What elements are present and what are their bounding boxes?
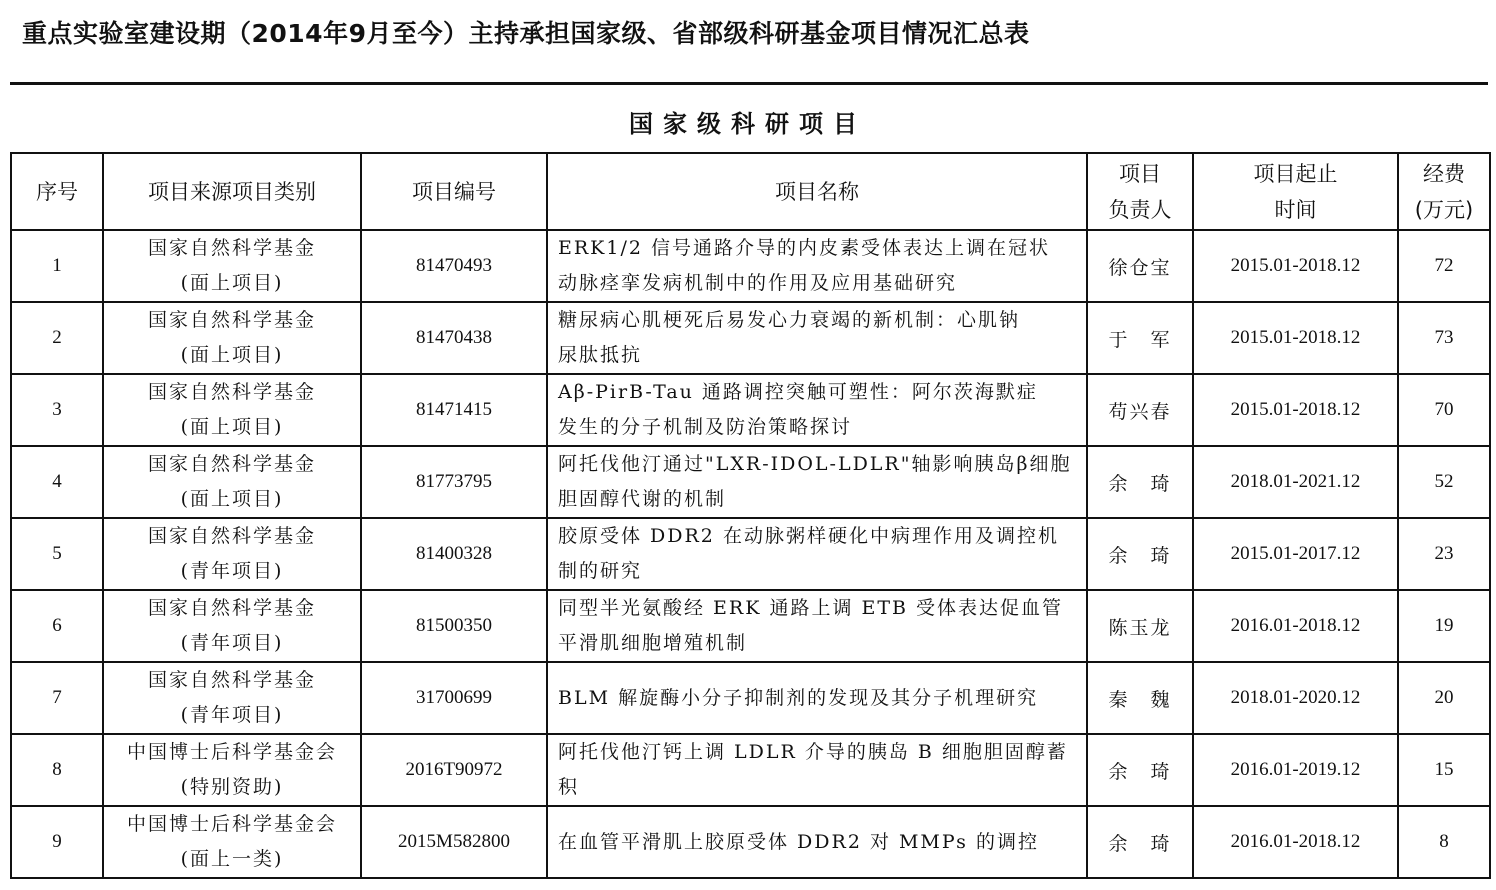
cell-name [547, 446, 1087, 518]
cell-code: 2016T90972 [361, 734, 547, 806]
cell-period: 2018.01-2020.12 [1193, 662, 1398, 734]
cell-index: 8 [11, 734, 103, 806]
cell-fund: 23 [1398, 518, 1490, 590]
cell-source-line2: (面上项目) [180, 488, 284, 510]
table-row [11, 662, 1490, 734]
cell-source-line2: (青年项目) [180, 632, 284, 654]
cell-source-line1: 国家自然科学基金 [147, 237, 316, 259]
header-name: 项目名称 [547, 153, 1087, 230]
header-fund [1398, 153, 1490, 230]
cell-code: 81773795 [361, 446, 547, 518]
cell-code: 81471415 [361, 374, 547, 446]
cell-leader: 余 琦 [1087, 806, 1193, 878]
cell-source [103, 662, 361, 734]
cell-fund: 20 [1398, 662, 1490, 734]
cell-source [103, 590, 361, 662]
cell-source-line1: 国家自然科学基金 [147, 381, 316, 403]
cell-index: 2 [11, 302, 103, 374]
cell-name [547, 734, 1087, 806]
cell-leader: 陈玉龙 [1087, 590, 1193, 662]
cell-source-line2: (青年项目) [180, 704, 284, 726]
table-row [11, 302, 1490, 374]
header-row [11, 153, 1490, 230]
header-index: 序号 [11, 153, 103, 230]
cell-source [103, 806, 361, 878]
cell-index: 1 [11, 230, 103, 302]
projects-table [10, 152, 1491, 879]
cell-period: 2015.01-2018.12 [1193, 230, 1398, 302]
header-period-line2: 时间 [1274, 197, 1317, 222]
cell-source [103, 446, 361, 518]
header-period [1193, 153, 1398, 230]
cell-source [103, 230, 361, 302]
cell-source-line1: 国家自然科学基金 [147, 669, 316, 691]
cell-fund: 19 [1398, 590, 1490, 662]
cell-code: 81500350 [361, 590, 547, 662]
cell-code: 81400328 [361, 518, 547, 590]
title-divider [10, 82, 1488, 85]
cell-name-line2: 积 [558, 776, 580, 798]
cell-period: 2015.01-2018.12 [1193, 302, 1398, 374]
cell-period: 2016.01-2018.12 [1193, 590, 1398, 662]
cell-code: 31700699 [361, 662, 547, 734]
cell-index: 6 [11, 590, 103, 662]
cell-name [547, 374, 1087, 446]
cell-fund: 72 [1398, 230, 1490, 302]
cell-name [547, 230, 1087, 302]
cell-period: 2015.01-2017.12 [1193, 518, 1398, 590]
cell-source-line2: (面上项目) [180, 416, 284, 438]
cell-name-line1: BLM 解旋酶小分子抑制剂的发现及其分子机理研究 [558, 686, 1039, 709]
cell-source-line2: (面上项目) [180, 272, 284, 294]
cell-name [547, 302, 1087, 374]
cell-source [103, 302, 361, 374]
cell-leader: 余 琦 [1087, 446, 1193, 518]
cell-source-line1: 国家自然科学基金 [147, 453, 316, 475]
cell-source [103, 734, 361, 806]
header-code: 项目编号 [361, 153, 547, 230]
cell-name-line2: 尿肽抵抗 [558, 344, 643, 366]
cell-source-line2: (面上项目) [180, 344, 284, 366]
cell-name-line1: 胶原受体 DDR2 在动脉粥样硬化中病理作用及调控机 [558, 525, 1059, 547]
cell-name [547, 806, 1087, 878]
table-row [11, 446, 1490, 518]
table-row [11, 518, 1490, 590]
cell-index: 7 [11, 662, 103, 734]
cell-source [103, 518, 361, 590]
header-fund-line2: (万元) [1414, 197, 1474, 222]
cell-name [547, 518, 1087, 590]
cell-leader: 苟兴春 [1087, 374, 1193, 446]
cell-fund: 52 [1398, 446, 1490, 518]
cell-source-line1: 国家自然科学基金 [147, 309, 316, 331]
cell-leader: 余 琦 [1087, 518, 1193, 590]
cell-source-line1: 国家自然科学基金 [147, 525, 316, 547]
header-leader-line1: 项目 [1119, 161, 1161, 186]
cell-leader: 徐仓宝 [1087, 230, 1193, 302]
cell-leader: 余 琦 [1087, 734, 1193, 806]
table-row [11, 230, 1490, 302]
cell-fund: 8 [1398, 806, 1490, 878]
header-source: 项目来源项目类别 [103, 153, 361, 230]
cell-name-line1: 阿托伐他汀通过"LXR-IDOL-LDLR"轴影响胰岛β细胞 [558, 453, 1072, 475]
header-fund-line1: 经费 [1423, 161, 1465, 186]
cell-source-line1: 中国博士后科学基金会 [126, 741, 337, 763]
cell-name-line2: 胆固醇代谢的机制 [558, 488, 727, 510]
table-row [11, 734, 1490, 806]
cell-name-line1: 阿托伐他汀钙上调 LDLR 介导的胰岛 B 细胞胆固醇蓄 [558, 741, 1068, 763]
cell-period: 2016.01-2019.12 [1193, 734, 1398, 806]
cell-name-line1: Aβ-PirB-Tau 通路调控突触可塑性：阿尔茨海默症 [558, 381, 1038, 403]
cell-leader: 秦 魏 [1087, 662, 1193, 734]
table-body [11, 230, 1490, 878]
cell-name-line2: 制的研究 [558, 560, 643, 582]
document-title: 重点实验室建设期（2014年9月至今）主持承担国家级、省部级科研基金项目情况汇总表 [22, 19, 1030, 48]
cell-code: 81470493 [361, 230, 547, 302]
cell-source [103, 374, 361, 446]
cell-index: 5 [11, 518, 103, 590]
cell-name-line1: 在血管平滑肌上胶原受体 DDR2 对 MMPs 的调控 [558, 830, 1039, 853]
cell-leader: 于 军 [1087, 302, 1193, 374]
header-leader-line2: 负责人 [1108, 197, 1172, 222]
header-period-line1: 项目起止 [1253, 161, 1338, 186]
table-row [11, 806, 1490, 878]
cell-period: 2015.01-2018.12 [1193, 374, 1398, 446]
cell-source-line2: (青年项目) [180, 560, 284, 582]
cell-period: 2016.01-2018.12 [1193, 806, 1398, 878]
cell-source-line1: 中国博士后科学基金会 [126, 813, 337, 835]
cell-name-line2: 动脉痉挛发病机制中的作用及应用基础研究 [558, 272, 958, 294]
cell-code: 81470438 [361, 302, 547, 374]
section-title: 国家级科研项目 [629, 110, 867, 138]
cell-code: 2015M582800 [361, 806, 547, 878]
cell-name [547, 662, 1087, 734]
cell-source-line2: (面上一类) [180, 848, 284, 870]
cell-fund: 73 [1398, 302, 1490, 374]
table-row [11, 374, 1490, 446]
cell-name-line1: 糖尿病心肌梗死后易发心力衰竭的新机制：心肌钠 [558, 309, 1021, 331]
cell-index: 9 [11, 806, 103, 878]
table-row [11, 590, 1490, 662]
cell-name-line1: ERK1/2 信号通路介导的内皮素受体表达上调在冠状 [558, 237, 1050, 259]
cell-fund: 70 [1398, 374, 1490, 446]
cell-name-line2: 平滑肌细胞增殖机制 [558, 632, 748, 654]
cell-name [547, 590, 1087, 662]
cell-period: 2018.01-2021.12 [1193, 446, 1398, 518]
cell-index: 3 [11, 374, 103, 446]
cell-name-line1: 同型半光氨酸经 ERK 通路上调 ETB 受体表达促血管 [558, 597, 1064, 619]
cell-source-line2: (特别资助) [180, 776, 284, 798]
cell-source-line1: 国家自然科学基金 [147, 597, 316, 619]
cell-index: 4 [11, 446, 103, 518]
cell-fund: 15 [1398, 734, 1490, 806]
cell-name-line2: 发生的分子机制及防治策略探讨 [558, 416, 853, 438]
header-leader [1087, 153, 1193, 230]
